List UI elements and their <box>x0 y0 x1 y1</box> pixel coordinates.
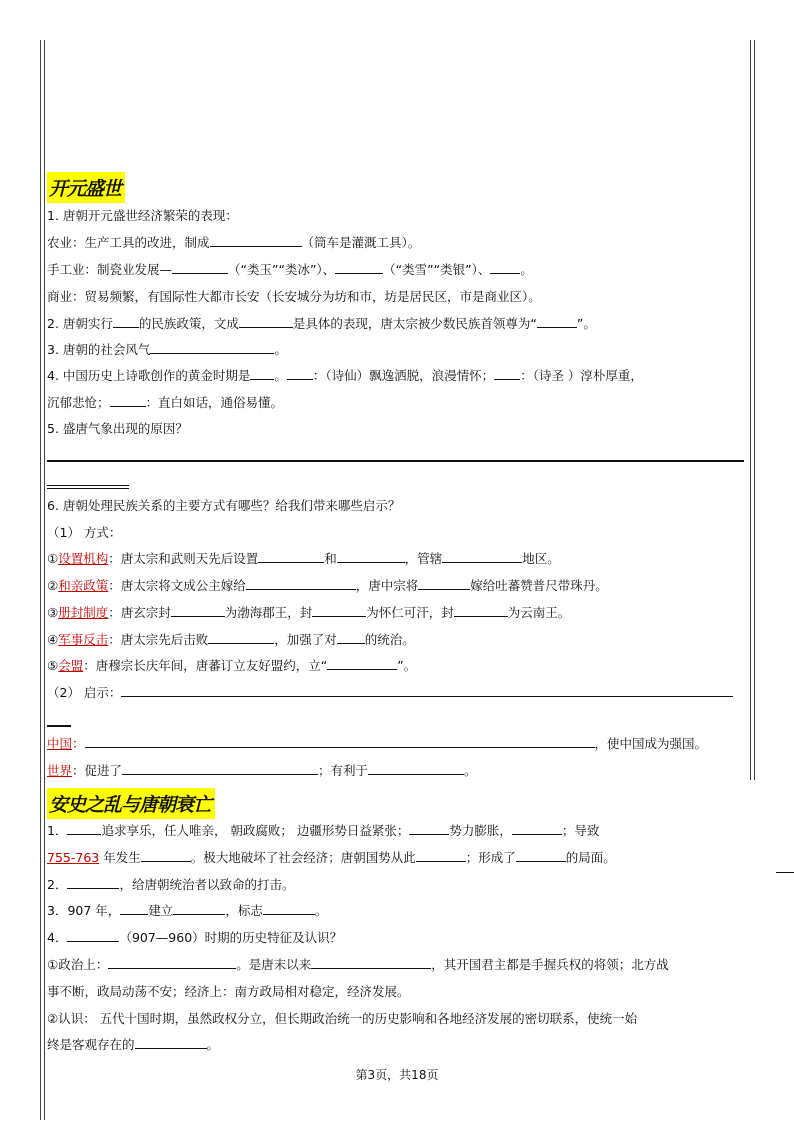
answer-blank[interactable] <box>311 956 431 969</box>
answer-blank[interactable] <box>409 822 449 835</box>
answer-blank[interactable] <box>312 604 366 617</box>
answer-blank[interactable] <box>258 550 324 563</box>
answer-blank[interactable] <box>246 577 356 590</box>
ways-label: （1） 方式： <box>47 525 122 540</box>
answer-blank[interactable] <box>335 261 383 274</box>
answer-blank[interactable] <box>490 261 520 274</box>
answer-blank[interactable] <box>173 902 225 915</box>
question-3: 3. 唐朝的社会风气 。 <box>47 342 287 357</box>
an-shi-line-1: 1． 追求享乐，任人唯亲， 朝政腐败； 边疆形势日益紧张； 势力膨胀， ；导致 <box>47 823 600 838</box>
china-line: 中国： ，使中国成为强国。 <box>47 736 708 751</box>
answer-blank[interactable] <box>150 341 274 354</box>
question-6: 6. 唐朝处理民族关系的主要方式有哪些？给我们带来哪些启示？ <box>47 498 401 513</box>
keyword-world: 世界 <box>47 763 73 778</box>
answer-blank[interactable] <box>122 762 318 775</box>
answer-blank[interactable] <box>337 631 365 644</box>
answer-blank[interactable] <box>172 261 228 274</box>
answer-blank[interactable] <box>67 929 119 942</box>
answer-blank[interactable] <box>537 315 577 328</box>
answer-blank[interactable] <box>121 684 733 697</box>
answer-blank[interactable] <box>67 822 101 835</box>
right-border-inner <box>754 40 755 780</box>
answer-blank[interactable] <box>250 367 274 380</box>
answer-blank[interactable] <box>210 234 302 247</box>
method-3: ③册封制度：唐玄宗封 为渤海郡王，封 为怀仁可汗，封 为云南王。 <box>47 605 571 620</box>
world-line: 世界：促进了 ；有利于 。 <box>47 763 477 778</box>
keyword-military-counter: 军事反击 <box>58 632 109 647</box>
handicraft-line: 手工业：制瓷业发展— （“类玉”“类冰”）、 （“类雪”“类银”）、 。 <box>47 262 533 277</box>
an-shi-line-5: 4． （907—960）时期的历史特征及认识？ <box>47 930 343 945</box>
margin-mark <box>776 872 794 873</box>
left-border-outer <box>40 40 41 1120</box>
answer-blank[interactable] <box>416 849 466 862</box>
left-border-inner <box>44 40 45 1120</box>
answer-blank[interactable] <box>110 394 146 407</box>
an-shi-line-7: 事不断，政局动荡不安；经济上：南方政局相对稳定，经济发展。 <box>47 984 410 999</box>
years-highlight: 755-763 <box>47 850 100 865</box>
an-shi-line-6: ①政治上： 。是唐末以来 ，其开国君主都是手握兵权的将领；北方战 <box>47 957 669 972</box>
divider-thick <box>47 460 744 462</box>
section-heading-anshi: 安史之乱与唐朝衰亡 <box>47 788 215 819</box>
answer-blank[interactable] <box>113 315 139 328</box>
answer-blank[interactable] <box>85 735 595 748</box>
divider-short-2 <box>47 488 129 489</box>
an-shi-line-3: 2． ，给唐朝统治者以致命的打击。 <box>47 877 295 892</box>
page-footer: 第3页，共18页 <box>355 1068 439 1082</box>
keyword-marriage-policy: 和亲政策 <box>58 578 109 593</box>
question-1: 1. 唐朝开元盛世经济繁荣的表现： <box>47 208 238 223</box>
section-heading-kaiyuan: 开元盛世 <box>47 172 125 203</box>
an-shi-line-2: 755-763 年发生 。极大地破坏了社会经济；唐朝国势从此 ；形成了 的局面。 <box>47 850 616 865</box>
commerce-line: 商业：贸易频繁，有国际性大都市长安（长安城分为坊和市，坊是居民区，市是商业区）。 <box>47 289 541 304</box>
answer-blank[interactable] <box>337 550 405 563</box>
an-shi-line-8: ②认识： 五代十国时期，虽然政权分立，但长期政治统一的历史影响和各地经济发展的密切联系，使统一始 <box>47 1011 638 1026</box>
answer-blank[interactable] <box>327 657 397 670</box>
question-5: 5. 盛唐气象出现的原因？ <box>47 421 188 436</box>
keyword-alliance: 会盟 <box>58 658 84 673</box>
answer-blank[interactable] <box>120 902 148 915</box>
answer-blank[interactable] <box>287 367 313 380</box>
answer-blank[interactable] <box>516 849 566 862</box>
question-4-cont: 沉郁悲怆； ：直白如话，通俗易懂。 <box>47 395 284 410</box>
right-border-outer <box>750 40 751 780</box>
method-5: ⑤会盟：唐穆宗长庆年间，唐蕃订立友好盟约，立“ ”。 <box>47 658 417 673</box>
answer-blank[interactable] <box>368 762 464 775</box>
method-2: ②和亲政策：唐太宗将文成公主嫁给 ，唐中宗将 嫁给吐蕃赞普尺带珠丹。 <box>47 578 608 593</box>
agriculture-line: 农业：生产工具的改进，制成 （筒车是灌溉工具）。 <box>47 235 421 250</box>
an-shi-line-9: 终是客观存在的 。 <box>47 1037 220 1052</box>
divider-tiny <box>47 725 71 727</box>
an-shi-line-4: 3．907 年， 建立 ，标志 。 <box>47 903 328 918</box>
keyword-china: 中国 <box>47 736 73 751</box>
keyword-set-institutions: 设置机构 <box>58 551 109 566</box>
answer-blank[interactable] <box>494 367 520 380</box>
divider-short <box>47 485 129 486</box>
answer-blank[interactable] <box>141 849 191 862</box>
answer-blank[interactable] <box>108 956 236 969</box>
answer-blank[interactable] <box>135 1036 207 1049</box>
keyword-enfeoffment: 册封制度 <box>58 605 109 620</box>
question-2: 2. 唐朝实行 的民族政策，文成 是具体的表现，唐太宗被少数民族首领尊为“ ”。 <box>47 316 596 331</box>
answer-blank[interactable] <box>67 876 119 889</box>
answer-blank[interactable] <box>171 604 225 617</box>
question-4: 4. 中国历史上诗歌创作的黄金时期是 。 ：（诗仙）飘逸洒脱，浪漫情怀； ：（诗圣 ）淳朴厚重， <box>47 368 643 383</box>
method-1: ①设置机构：唐太宗和武则天先后设置 和 ，管辖 地区。 <box>47 551 560 566</box>
method-4: ④军事反击：唐太宗先后击败 ，加强了对 的统治。 <box>47 632 415 647</box>
answer-blank[interactable] <box>263 902 315 915</box>
inspiration-line: （2） 启示： <box>47 684 733 702</box>
answer-blank[interactable] <box>442 550 522 563</box>
answer-blank[interactable] <box>208 631 274 644</box>
answer-blank[interactable] <box>512 822 562 835</box>
answer-blank[interactable] <box>418 577 470 590</box>
answer-blank[interactable] <box>454 604 508 617</box>
answer-blank[interactable] <box>239 315 293 328</box>
